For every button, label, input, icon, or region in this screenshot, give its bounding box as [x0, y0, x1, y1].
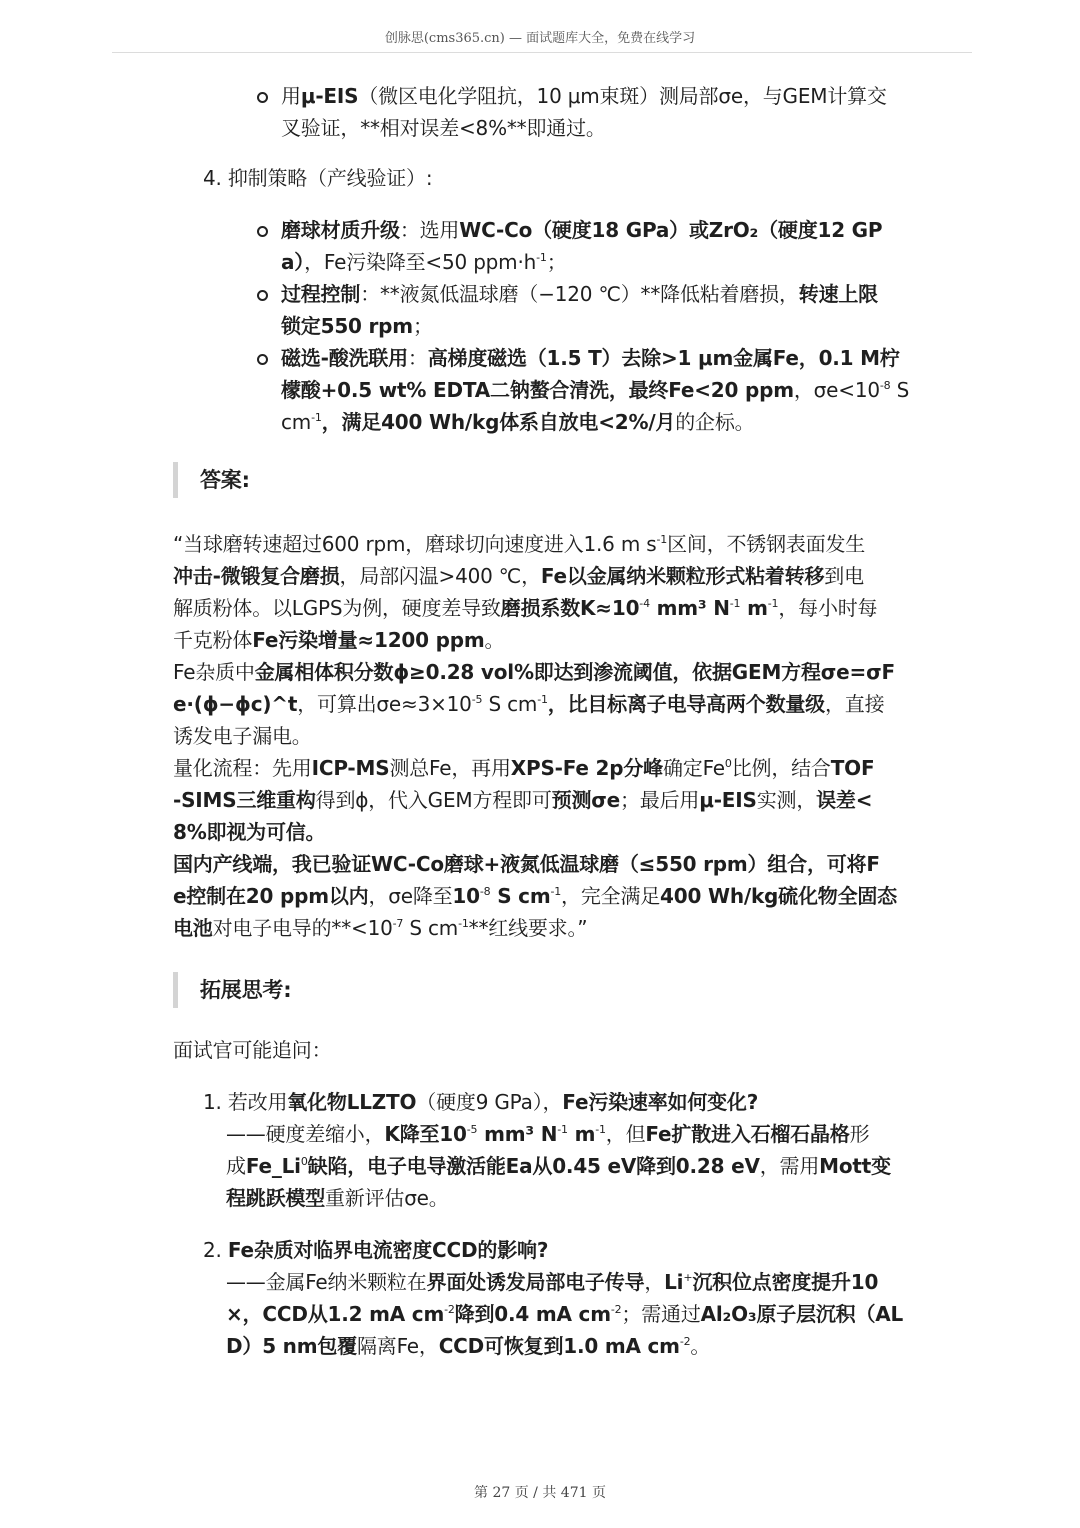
answer-heading: 答案: — [173, 462, 933, 498]
header-divider — [112, 52, 972, 53]
followup-question-2: 2. Fe杂质对临界电流密度CCD的影响? — [203, 1238, 549, 1262]
strategy-bullet-ball-material: 磨球材质升级：选用WC-Co（硬度18 GPa）或ZrO₂（硬度12 GP a），Fe污染降至<50 $ppm\cdot h^{-1}$； — [173, 214, 933, 278]
answer-paragraph-2: Fe杂质中金属相体积分数ϕ≥0.28 vol%即达到渗流阈值，依据GEM方程σe=σF e·(ϕ−ϕc)^t，可算出$\sigma e\approx 3\times 10^{-5}$ S $cm^{-1}$，比目标离子电导高两个数量级，直接 诱发电子漏电。 — [173, 660, 895, 748]
answer-paragraph-3: 量化流程：先用ICP-MS测总Fe，再用XPS-Fe 2p分峰确定Fe$^0$比例，结合TOF -SIMS三维重构得到ϕ，代入GEM方程即可预测σe；最后用μ-EIS实测，误差< 8%即视为可信。 — [173, 756, 875, 844]
page-header: 创脉思(cms365.cn) — 面试题库大全，免费在线学习 — [384, 31, 696, 46]
followup-answer-2: ——金属Fe纳米颗粒在界面处诱发局部电子传导，Li+沉积位点密度提升10 ×，CCD从1.2 mA $cm^{-2}$降到0.4 mA $cm^{-2}$；需通过Al₂O₃原子层沉积（AL D）5 nm包覆隔离Fe，CCD可恢复到1.0 mA $cm^{-2}$。 — [226, 1270, 904, 1358]
strategy-bullet-magnetic-acid: 磁选-酸洗联用：高梯度磁选（1.5 T）去除>1 μm金属Fe，0.1 M柠 檬酸+0.5 wt% EDTA二钠螯合清洗，最终Fe<20 ppm，$\sigma e<10^{-8}$ S $cm^{-1}$，满足400 Wh/kg体系自放电<2%/月的企标。 — [173, 342, 933, 438]
strategy-bullet-process-control: 过程控制：**液氮低温球磨（−120 ℃）**降低粘着磨损，转速上限 锁定550 rpm； — [173, 278, 933, 342]
verification-bullet: 用μ-EIS（微区电化学阻抗，10 μm束斑）测局部σe，与GEM计算交 叉验证，**相对误差<8%**即通过。 — [173, 80, 933, 144]
strategy-title: 4. 抑制策略（产线验证）: — [203, 166, 433, 190]
extension-intro: 面试官可能追问： — [173, 1038, 332, 1062]
answer-paragraph-1: “当球磨转速超过600 rpm，磨球切向速度进入1.6 m $s^{-1}$区间，不锈钢表面发生 冲击-微锻复合磨损，局部闪温>400 ℃，Fe以金属纳米颗粒形式粘着转移到电 解质粉体。以LGPS为例，硬度差导致磨损系数$K\approx 10^{-4}$ mm³ $N^{-1}$ $m^{-1}$，每小时每 千克粉体Fe污染增量≈1200 ppm。 — [173, 532, 878, 652]
answer-paragraph-4: 国内产线端，我已验证WC-Co磨球+液氮低温球磨（≤550 rpm）组合，可将F e控制在20 ppm以内，σe降至$10^{-8}$ S $cm^{-1}$，完全满足400 Wh/kg硫化物全固态 电池对电子电导的$**<10^{-7}$ S $cm^{-1}**$红线要求。” — [173, 852, 897, 940]
followup-answer-1: ——硬度差缩小，K降至$10^{-5}$ mm³ $N^{-1}$ $m^{-1}$，但Fe扩散进入石榴石晶格形 成Fe_Li$^0$缺陷，电子电导激活能Ea从0.45 eV降到0.28 eV，需用Mott变 程跳跃模型重新评估σe。 — [226, 1122, 891, 1210]
page-footer: 第 27 页 / 共 471 页 — [474, 1485, 606, 1501]
document-body — [173, 80, 933, 1362]
extension-heading: 拓展思考: — [173, 972, 933, 1008]
followup-question-1: 1. 若改用氧化物LLZTO（硬度9 GPa），Fe污染速率如何变化? — [203, 1090, 759, 1114]
